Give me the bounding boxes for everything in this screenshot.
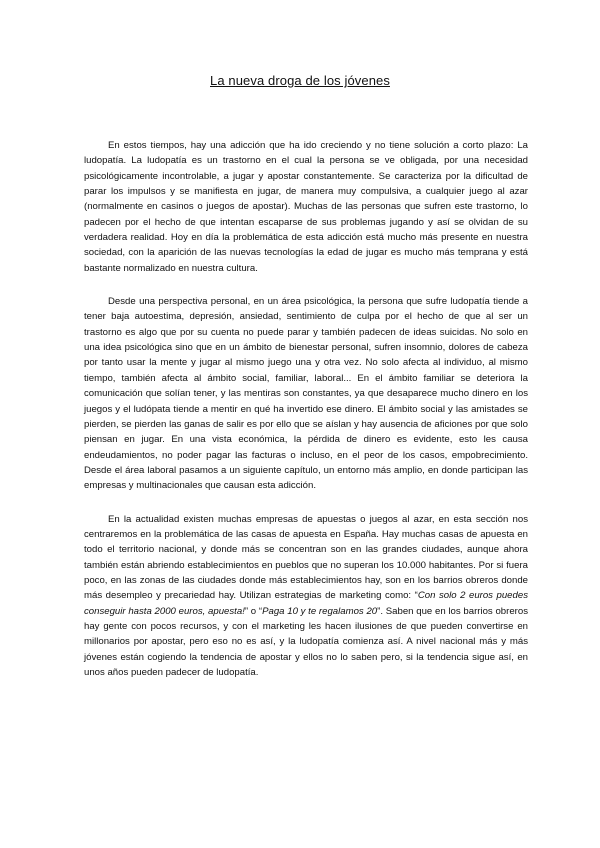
paragraph-3-text-c: ”. Saben que en los barrios obreros hay gente con pocos recursos, y con el marketing les hacen ilusiones de que pueden convertirse en millonarios por apostar, pero eso no es así, y la ludopatía comienza así. A nivel nacional más y más jóvenes están cogiendo la tendencia de apostar y ellos no lo saben pero, si la tendencia sigue así, en unos años pueden padecer de ludopatía. [84, 605, 528, 678]
paragraph-3-text-b: ” o “ [244, 605, 263, 617]
marketing-quote-1: Con solo 2 euros puedes conseguir hasta 2000 euros, apuesta! [84, 590, 528, 617]
paragraph-2: Desde una perspectiva personal, en un área psicológica, la persona que sufre ludopatía tiende a tener baja autoestima, depresión, ansiedad, sentimiento de culpa por el hecho de que al ser un trastorno es algo que por su cuenta no puede parar y también padecen de ideas suicidas. No solo en una idea psicológica sino que en un ámbito de bienestar personal, sufren insomnio, dolores de cabeza por tanto usar la mente y jugar al mismo juego una y otra vez. No solo afecta al individuo, al mismo tiempo, también afecta al ámbito social, familiar, laboral... En el ámbito familiar se deteriora la comunicación que solían tener, y las mentiras son constantes, ya que desaparece mucho dinero en los juegos y el ludópata tiende a mentir en qué ha invertido ese dinero. El ámbito social y las amistades se pierden, se pierden las ganas de salir es por ello que se aíslan y hay ausencia de aficiones por que solo piensan en jugar. En una vista económica, la pérdida de dinero es evidente, esto les causa endeudamientos, no poder pagar las facturas o incluso, en el peor de los casos, empobrecimiento. Desde el área laboral pasamos a un siguiente capítulo, un entorno más amplio, en donde participan las empresas y multinacionales que causan esta adicción. [84, 296, 528, 492]
document-body [84, 138, 528, 698]
paragraph-1: En estos tiempos, hay una adicción que ha ido creciendo y no tiene solución a corto plazo: La ludopatía. La ludopatía es un trastorno en el cual la persona se ve obligada, por una necesidad psicológicamente incontrolable, a jugar y apostar constantemente. Se caracteriza por la dificultad de parar los impulsos y se manifiesta en jugar, de manera muy compulsiva, a cualquier juego al azar (normalmente en casinos o juegos de apostar). Muchas de las personas que sufren este trastorno, lo padecen por el hecho de que intentan escaparse de sus problemas jugando y así se olvidan de su verdadera realidad. Hoy en día la problemática de esta adicción está mucho más presente en nuestra sociedad, con la aparición de las nuevas tecnologías la edad de jugar es mucho más temprana y está bastante normalizado en nuestra cultura. [84, 140, 528, 274]
paragraph-3-text-a: En la actualidad existen muchas empresas de apuestas o juegos al azar, en esta sección nos centraremos en la problemática de las casas de apuesta en España. Hay muchas casas de apuesta en todo el territorio nacional, y donde más se concentran son en las grandes ciudades, aunque ahora también están abriendo establecimientos en pueblos que no superan los 10.000 habitantes. Por si fuera poco, en las zonas de las ciudades donde más establecimientos hay, son en los barrios obreros donde más desempleo y precariedad hay. Utilizan estrategias de marketing como: “ [84, 513, 528, 602]
marketing-quote-2: Paga 10 y te regalamos 20 [262, 605, 378, 617]
paragraph-3 [84, 512, 528, 681]
document-title: La nueva droga de los jóvenes [210, 73, 390, 88]
